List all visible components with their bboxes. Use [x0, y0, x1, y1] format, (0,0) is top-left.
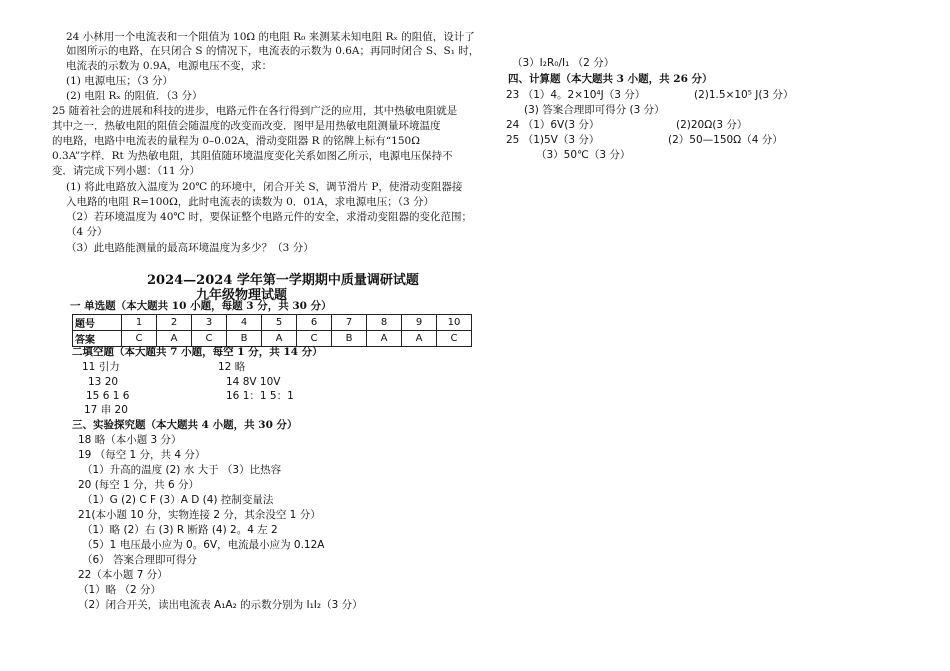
table-cell: C — [297, 331, 332, 347]
table-cell: 7 — [332, 315, 367, 331]
table-cell: A — [402, 331, 437, 347]
experiment-answer: （1）略 (2）右 (3) R 断路 (4) 2。4 左 2 — [82, 524, 278, 536]
q25-line-8: （2）若环境温度为 40℃ 时，要保证整个电路元件的安全，求滑动变阻器的变化范围； — [66, 211, 472, 223]
calc-answer: (2）50—150Ω（4 分） — [668, 134, 783, 146]
table-cell: B — [227, 331, 262, 347]
q24-line-5: (2) 电阻 Rₓ 的阻值．（3 分） — [66, 90, 203, 102]
table-cell: 9 — [402, 315, 437, 331]
calc-answer: (3) 答案合理即可得分 (3 分） — [524, 104, 665, 116]
section-3-heading: 三、实验探究题（本大题共 4 小题，共 30 分） — [72, 419, 298, 431]
q22-part3-answer: （3）I₂R₀/I₁ （2 分） — [512, 57, 615, 69]
q25-line-7: 入电路的电阻 R=100Ω，此时电流表的读数为 0．01A，求电源电压；（3 分） — [66, 196, 435, 208]
fill-answer: 11 引力 — [82, 361, 120, 373]
table-cell: 2 — [157, 315, 192, 331]
q24-line-2: 如图所示的电路，在只闭合 S 的情况下，电流表的示数为 0.6A；再同时闭合 S、S₁ 时， — [66, 45, 480, 57]
calc-answer: 23 （1）4。2×10⁴J（3 分） — [506, 89, 646, 101]
table-cell: A — [157, 331, 192, 347]
q25-line-5: 变．请完成下列小题：（11 分） — [52, 165, 200, 177]
table-cell: 5 — [262, 315, 297, 331]
table-row — [73, 331, 472, 347]
calc-answer: （3）50℃（3 分） — [536, 149, 631, 161]
q25-line-9: （4 分） — [66, 226, 108, 238]
exam-title: 2024—2024 学年第一学期期中质量调研试题 — [147, 273, 419, 288]
table-cell: A — [367, 331, 402, 347]
fill-answer: 17 串 20 — [84, 404, 128, 416]
table-cell: 4 — [227, 315, 262, 331]
q25-line-6: (1) 将此电路放入温度为 20℃ 的环境中，闭合开关 S，调节滑片 P，使滑动变阻器接 — [66, 181, 463, 193]
calc-answer: 24 （1）6V(3 分） — [506, 119, 600, 131]
q24-line-4: (1) 电源电压；（3 分） — [66, 75, 173, 87]
q25-line-10: （3）此电路能测量的最高环境温度为多少？（3 分） — [66, 242, 314, 254]
experiment-answer: （1）升高的温度 (2) 水 大于 （3）比热容 — [82, 464, 282, 476]
experiment-answer: 20 (每空 1 分，共 6 分） — [78, 479, 200, 491]
section-1-heading: 一 单选题（本大题共 10 小题，每题 3 分，共 30 分） — [70, 300, 332, 312]
experiment-answer: （6） 答案合理即可得分 — [82, 554, 198, 566]
fill-answer: 12 略 — [218, 361, 246, 373]
experiment-answer: 18 略（本小题 3 分） — [78, 434, 182, 446]
table-row-label: 答案 — [73, 331, 122, 347]
section-2-heading: 二填空题（本大题共 7 小题，每空 1 分，共 14 分） — [72, 346, 323, 358]
table-row — [73, 315, 472, 331]
table-cell: C — [192, 331, 227, 347]
q25-line-2: 其中之一．热敏电阻的阻值会随温度的改变而改变．图甲是用热敏电阻测量环境温度 — [52, 120, 441, 132]
experiment-answer: （1）略 （2 分） — [78, 584, 162, 596]
q25-line-4: 0.3A”字样．Rt 为热敏电阻，其阻值随环境温度变化关系如图乙所示，电源电压保持不 — [52, 150, 453, 162]
table-cell: C — [437, 331, 472, 347]
fill-answer: 15 6 1 6 — [86, 390, 130, 402]
table-cell: 3 — [192, 315, 227, 331]
experiment-answer: （1）G (2) C F (3）A D (4) 控制变量法 — [82, 494, 274, 506]
experiment-answer: （5）1 电压最小应为 0。6V，电流最小应为 0.12A — [82, 539, 325, 551]
fill-answer: 13 20 — [88, 376, 119, 388]
exam-subtitle: 九年级物理试题 — [196, 288, 288, 303]
q25-line-3: 的电路，电路中电流表的量程为 0–0.02A，滑动变阻器 R 的铭牌上标有“150Ω — [52, 135, 420, 147]
experiment-answer: 22（本小题 7 分） — [78, 569, 168, 581]
calc-answer: (2)20Ω(3 分） — [676, 119, 748, 131]
q24-line-1: 24 小林用一个电流表和一个阻值为 10Ω 的电阻 R₀ 来测某未知电阻 Rₓ 的阻值，设计了 — [66, 31, 475, 43]
table-cell: C — [122, 331, 157, 347]
table-cell: 8 — [367, 315, 402, 331]
q25-line-1: 25 随着社会的进展和科技的进步，电路元件在各行得到广泛的应用，其中热敏电阻就是 — [52, 105, 458, 117]
experiment-answer: 21(本小题 10 分，实物连接 2 分，其余没空 1 分） — [78, 509, 321, 521]
table-cell: A — [262, 331, 297, 347]
table-cell: 10 — [437, 315, 472, 331]
single-choice-answer-table — [72, 314, 472, 347]
table-cell: 1 — [122, 315, 157, 331]
experiment-answer: （2）闭合开关，读出电流表 A₁A₂ 的示数分别为 I₁I₂（3 分） — [78, 599, 363, 611]
section-4-heading: 四、计算题（本大题共 3 小题，共 26 分） — [508, 73, 713, 85]
calc-answer: (2)1.5×10⁵ J(3 分） — [694, 89, 794, 101]
calc-answer: 25 （1)5V（3 分） — [506, 134, 600, 146]
q24-line-3: 电流表的示数为 0.9A，电源电压不变，求： — [66, 60, 273, 72]
table-cell: B — [332, 331, 367, 347]
table-row-label: 题号 — [73, 315, 122, 331]
table-cell: 6 — [297, 315, 332, 331]
fill-answer: 16 1：1 5：1 — [226, 390, 294, 402]
fill-answer: 14 8V 10V — [226, 376, 281, 388]
experiment-answer: 19 （每空 1 分，共 4 分） — [78, 449, 206, 461]
